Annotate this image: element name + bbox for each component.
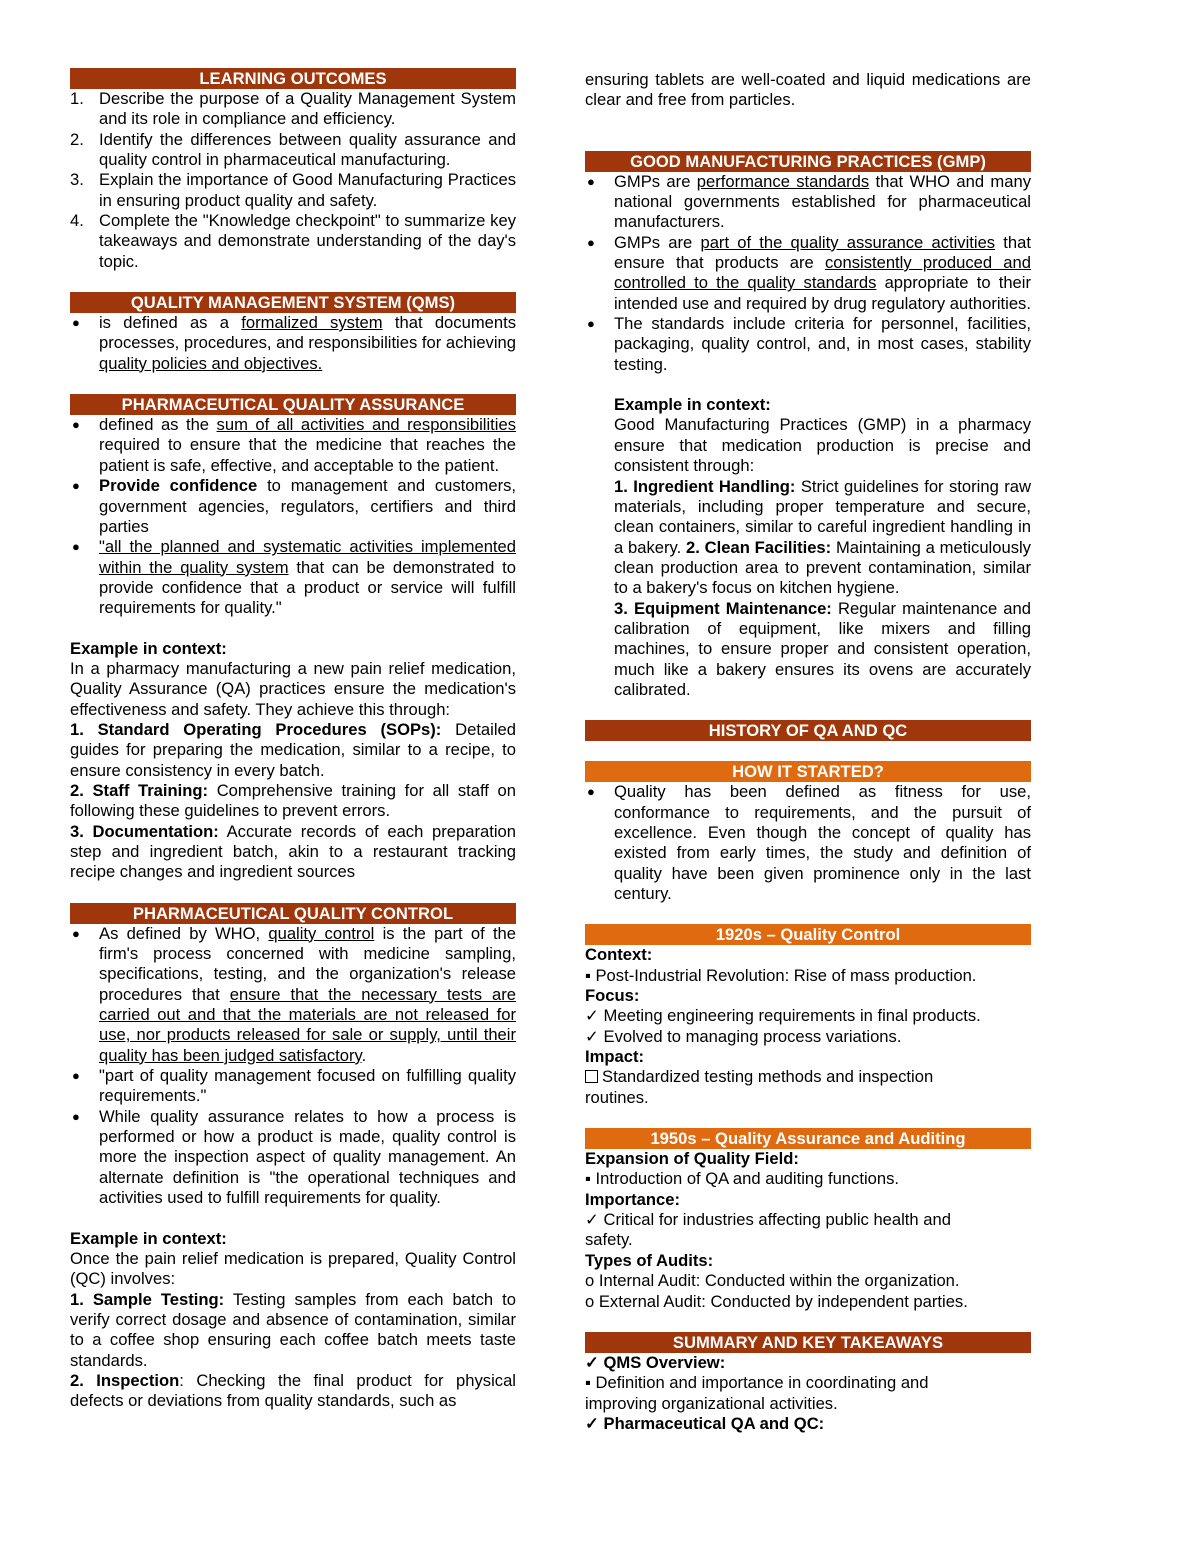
how-it-started-header: HOW IT STARTED? (585, 761, 1031, 782)
list-item: 2. Identify the differences between quality assurance and quality control in pharmaceutical manufacturing. (70, 129, 516, 170)
summary-header: SUMMARY AND KEY TAKEAWAYS (585, 1332, 1031, 1353)
gmp-list (585, 172, 1031, 375)
qms-header: QUALITY MANAGEMENT SYSTEM (QMS) (70, 292, 516, 313)
example-title: Example in context: (70, 1228, 227, 1248)
example-intro: Good Manufacturing Practices (GMP) in a pharmacy ensure that medication production is precise and consistent through: (614, 415, 1031, 476)
summary-qms-label: ✓ QMS Overview: (585, 1352, 726, 1372)
pqc-header: PHARMACEUTICAL QUALITY CONTROL (70, 903, 516, 924)
example-step: 2. Staff Training: Comprehensive training for all staff on following these guidelines to prevent errors. (70, 780, 517, 821)
qms-list (70, 313, 516, 374)
left-column (70, 68, 516, 1412)
learning-outcomes-header: LEARNING OUTCOMES (70, 68, 516, 89)
list-item: ● is defined as a formalized system that documents processes, procedures, and responsibilities for achieving quality policies and objectives. (72, 313, 517, 373)
importance-label: Importance: (585, 1189, 680, 1209)
list-item: ● Provide confidence to management and customers, government agencies, regulators, certifiers and third parties (72, 476, 516, 536)
example-step: 1. Sample Testing: Testing samples from each batch to verify correct dosage and absence of contamination, similar to a coffee shop ensuring each coffee batch meets taste standards. (70, 1289, 516, 1370)
learning-outcomes-list (70, 89, 516, 272)
qc-1920s-header: 1920s – Quality Control (585, 924, 1031, 945)
started-list (585, 782, 1031, 904)
focus-label: Focus: (585, 986, 640, 1006)
pqa-header: PHARMACEUTICAL QUALITY ASSURANCE (70, 394, 516, 415)
example-step: 3. Equipment Maintenance: Regular maintenance and calibration of equipment, like mixers and filling machines, to ensure proper and consistent operation, much like a bakery ensures its ovens are accurately calibrated. (614, 598, 1031, 699)
list-item: ● "all the planned and systematic activities implemented within the quality system that can be demonstrated to provide confidence that a product or service will fulfill requirements for quality." (72, 537, 517, 618)
focus-item: ✓ Evolved to managing process variations. (585, 1026, 902, 1046)
gmp-header: GOOD MANUFACTURING PRACTICES (GMP) (585, 151, 1031, 172)
expansion-item: ▪ Introduction of QA and auditing functions. (585, 1169, 899, 1189)
types-item: o External Audit: Conducted by independent parties. (585, 1291, 968, 1311)
impact-item: Standardized testing methods and inspection routines. (585, 1067, 934, 1107)
list-item: ● GMPs are performance standards that WHO and many national governments established for pharmaceutical manufacturers. (587, 171, 1031, 232)
example-title: Example in context: (70, 638, 227, 658)
expansion-label: Expansion of Quality Field: (585, 1149, 799, 1169)
qa-1950s-header: 1950s – Quality Assurance and Auditing (585, 1128, 1031, 1149)
summary-qms-item: ▪ Definition and importance in coordinating and improving organizational activities. (585, 1373, 929, 1413)
list-item: ● "part of quality management focused on fulfilling quality requirements." (72, 1066, 516, 1106)
importance-item: ✓ Critical for industries affecting public health and safety. (585, 1210, 951, 1250)
history-header: HISTORY OF QA AND QC (585, 720, 1031, 741)
list-item: 3. Explain the importance of Good Manufacturing Practices in ensuring product quality and safety. (70, 170, 516, 210)
right-column (585, 68, 1031, 1434)
context-label: Context: (585, 945, 653, 965)
list-item: 4. Complete the "Knowledge checkpoint" to summarize key takeaways and demonstrate understanding of the day's topic. (70, 211, 516, 271)
list-item: 1. Describe the purpose of a Quality Management System and its role in compliance and efficiency. (70, 89, 516, 129)
focus-item: ✓ Meeting engineering requirements in final products. (585, 1006, 981, 1026)
list-item: ● The standards include criteria for personnel, facilities, packaging, quality control, and, in most cases, stability testing. (587, 314, 1031, 374)
pqa-list (70, 415, 516, 618)
example-title: Example in context: (614, 395, 771, 415)
pqc-list (70, 924, 516, 1209)
list-item: ● defined as the sum of all activities and responsibilities required to ensure that the medicine that reaches the patient is safe, effective, and acceptable to the patient. (72, 415, 516, 475)
checkbox-icon (585, 1070, 598, 1083)
continued-text: ensuring tablets are well-coated and liquid medications are clear and free from particles. (585, 70, 1031, 110)
example-intro: In a pharmacy manufacturing a new pain relief medication, Quality Assurance (QA) practices ensure the medication's effectiveness and safety. They achieve this through: (70, 658, 516, 719)
example-step: 1. Ingredient Handling: Strict guidelines for storing raw materials, including proper temperature and secure, clean containers, similar to careful ingredient handling in a bakery. 2. Clean Facilities: Maintaining a meticulously clean production area to prevent contamination, similar to a bakery's focus on kitchen hygiene. (614, 476, 1031, 598)
types-label: Types of Audits: (585, 1250, 714, 1270)
example-step: 3. Documentation: Accurate records of each preparation step and ingredient batch, akin to a restaurant tracking recipe changes and ingredient sources (70, 821, 516, 882)
example-intro: Once the pain relief medication is prepared, Quality Control (QC) involves: (70, 1248, 516, 1289)
context-item: ▪ Post-Industrial Revolution: Rise of mass production. (585, 965, 977, 985)
list-item: ● Quality has been defined as fitness for use, conformance to requirements, and the pursuit of excellence. Even though the concept of quality has existed from early times, the study and definition of quality have been given prominence only in the last century. (587, 782, 1031, 903)
list-item: ● As defined by WHO, quality control is the part of the firm's process concerned with medicine sampling, specifications, testing, and the organization's release procedures that ensure that the necessary tests are carried out and that the materials are not released for use, nor products released for sale or supply, until their quality has been judged satisfactory. (72, 923, 517, 1065)
example-step: 1. Standard Operating Procedures (SOPs): Detailed guides for preparing the medication, similar to a recipe, to ensure consistency in every batch. (70, 719, 516, 780)
example-step: 2. Inspection: Checking the final product for physical defects or deviations from quality standards, such as (70, 1370, 516, 1411)
types-item: o Internal Audit: Conducted within the organization. (585, 1271, 960, 1291)
impact-label: Impact: (585, 1047, 645, 1067)
list-item: ● GMPs are part of the quality assurance activities that ensure that products are consistently produced and controlled to the quality standards appropriate to their intended use and required by drug regulatory authorities. (587, 232, 1031, 313)
summary-qaqc-label: ✓ Pharmaceutical QA and QC: (585, 1413, 825, 1433)
list-item: ● While quality assurance relates to how a process is performed or how a product is made, quality control is more the inspection aspect of quality management. An alternate definition is "the operational techniques and activities used to fulfill requirements for quality. (72, 1106, 516, 1208)
